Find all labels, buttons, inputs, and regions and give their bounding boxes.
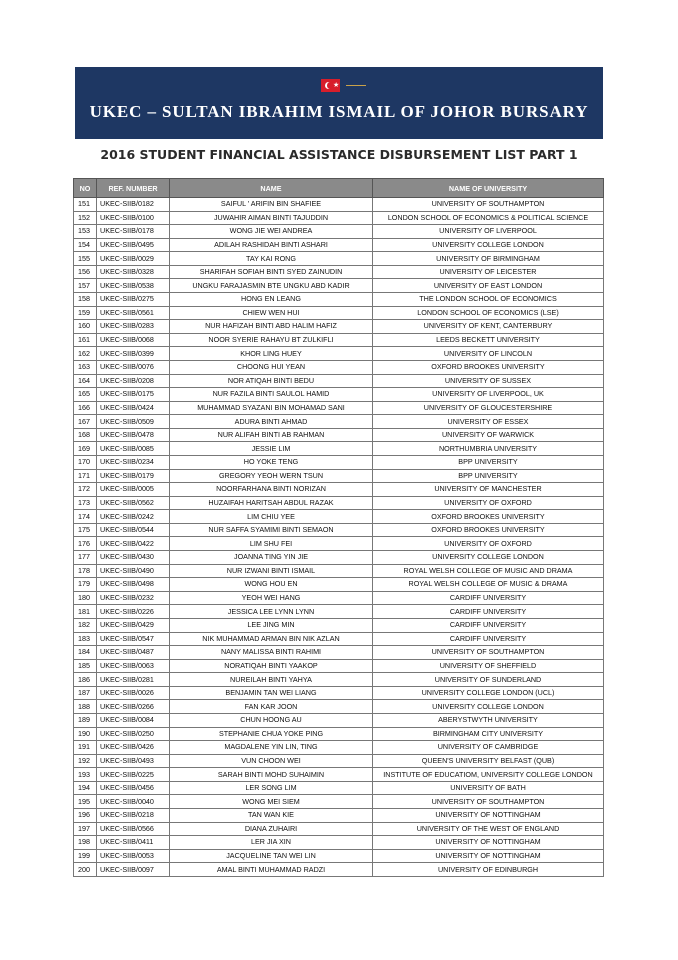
row-number: 172 — [74, 483, 97, 497]
university-name: UNIVERSITY COLLEGE LONDON — [373, 551, 604, 565]
row-number: 187 — [74, 686, 97, 700]
row-number: 200 — [74, 863, 97, 877]
student-name: NUR SAFFA SYAMIMI BINTI SEMAON — [170, 523, 373, 537]
table-row — [74, 781, 604, 795]
student-name: NANY MALISSA BINTI RAHIMI — [170, 646, 373, 660]
ref-number: UKEC-SIIB/0076 — [97, 360, 170, 374]
table-row — [74, 795, 604, 809]
university-name: QUEEN'S UNIVERSITY BELFAST (QUB) — [373, 754, 604, 768]
university-name: ROYAL WELSH COLLEGE OF MUSIC & DRAMA — [373, 578, 604, 592]
ref-number: UKEC-SIIB/0509 — [97, 415, 170, 429]
ref-number: UKEC-SIIB/0085 — [97, 442, 170, 456]
table-row — [74, 252, 604, 266]
university-name: UNIVERSITY COLLEGE LONDON (UCL) — [373, 686, 604, 700]
university-name: UNIVERSITY OF SUNDERLAND — [373, 673, 604, 687]
table-row — [74, 713, 604, 727]
student-name: NUR HAFIZAH BINTI ABD HALIM HAFIZ — [170, 320, 373, 334]
row-number: 193 — [74, 768, 97, 782]
ref-number: UKEC-SIIB/0411 — [97, 836, 170, 850]
column-header-name: NAME — [170, 179, 373, 198]
university-name: UNIVERSITY OF CAMBRIDGE — [373, 741, 604, 755]
ref-number: UKEC-SIIB/0495 — [97, 238, 170, 252]
student-name: WONG HOU EN — [170, 578, 373, 592]
ref-number: UKEC-SIIB/0053 — [97, 849, 170, 863]
ref-number: UKEC-SIIB/0029 — [97, 252, 170, 266]
university-name: UNIVERSITY OF THE WEST OF ENGLAND — [373, 822, 604, 836]
student-name: MUHAMMAD SYAZANI BIN MOHAMAD SANI — [170, 401, 373, 415]
university-name: UNIVERSITY OF ESSEX — [373, 415, 604, 429]
table-row — [74, 849, 604, 863]
ref-number: UKEC-SIIB/0232 — [97, 591, 170, 605]
ref-number: UKEC-SIIB/0562 — [97, 496, 170, 510]
university-name: UNIVERSITY OF WARWICK — [373, 428, 604, 442]
university-name: UNIVERSITY OF LINCOLN — [373, 347, 604, 361]
table-row — [74, 523, 604, 537]
table-row — [74, 700, 604, 714]
row-number: 154 — [74, 238, 97, 252]
row-number: 190 — [74, 727, 97, 741]
row-number: 173 — [74, 496, 97, 510]
ref-number: UKEC-SIIB/0026 — [97, 686, 170, 700]
row-number: 186 — [74, 673, 97, 687]
university-name: CARDIFF UNIVERSITY — [373, 591, 604, 605]
university-name: UNIVERSITY COLLEGE LONDON — [373, 700, 604, 714]
table-row — [74, 455, 604, 469]
student-name: YEOH WEI HANG — [170, 591, 373, 605]
university-name: BPP UNIVERSITY — [373, 469, 604, 483]
student-name: CHOONG HUI YEAN — [170, 360, 373, 374]
table-row — [74, 591, 604, 605]
university-name: CARDIFF UNIVERSITY — [373, 632, 604, 646]
student-name: GREGORY YEOH WERN TSUN — [170, 469, 373, 483]
student-name: JOANNA TING YIN JIE — [170, 551, 373, 565]
student-name: LER SONG LIM — [170, 781, 373, 795]
row-number: 176 — [74, 537, 97, 551]
ref-number: UKEC-SIIB/0275 — [97, 293, 170, 307]
ref-number: UKEC-SIIB/0005 — [97, 483, 170, 497]
row-number: 195 — [74, 795, 97, 809]
table-body — [74, 198, 604, 877]
student-name: TAY KAI RONG — [170, 252, 373, 266]
ref-number: UKEC-SIIB/0487 — [97, 646, 170, 660]
ref-number: UKEC-SIIB/0175 — [97, 388, 170, 402]
university-name: UNIVERSITY OF MANCHESTER — [373, 483, 604, 497]
table-row — [74, 768, 604, 782]
table-row — [74, 686, 604, 700]
student-name: CHIEW WEN HUI — [170, 306, 373, 320]
column-header-no: NO — [74, 179, 97, 198]
ref-number: UKEC-SIIB/0234 — [97, 455, 170, 469]
row-number: 165 — [74, 388, 97, 402]
column-header-university: NAME OF UNIVERSITY — [373, 179, 604, 198]
student-name: HUZAIFAH HARITSAH ABDUL RAZAK — [170, 496, 373, 510]
ref-number: UKEC-SIIB/0424 — [97, 401, 170, 415]
table-row — [74, 238, 604, 252]
row-number: 170 — [74, 455, 97, 469]
table-row — [74, 293, 604, 307]
row-number: 169 — [74, 442, 97, 456]
row-number: 164 — [74, 374, 97, 388]
table-row — [74, 632, 604, 646]
ref-number: UKEC-SIIB/0040 — [97, 795, 170, 809]
university-name: UNIVERSITY OF OXFORD — [373, 537, 604, 551]
student-name: LEE JING MIN — [170, 618, 373, 632]
table-row — [74, 618, 604, 632]
student-name: NOORFARHANA BINTI NORIZAN — [170, 483, 373, 497]
row-number: 152 — [74, 211, 97, 225]
row-number: 188 — [74, 700, 97, 714]
row-number: 189 — [74, 713, 97, 727]
row-number: 174 — [74, 510, 97, 524]
student-name: UNGKU FARAJASMIN BTE UNGKU ABD KADIR — [170, 279, 373, 293]
university-name: UNIVERSITY OF EDINBURGH — [373, 863, 604, 877]
table-row — [74, 741, 604, 755]
table-row — [74, 564, 604, 578]
student-name: LIM CHIU YEE — [170, 510, 373, 524]
table-row — [74, 605, 604, 619]
university-name: THE LONDON SCHOOL OF ECONOMICS — [373, 293, 604, 307]
table-row — [74, 809, 604, 823]
university-name: UNIVERSITY OF SHEFFIELD — [373, 659, 604, 673]
row-number: 163 — [74, 360, 97, 374]
university-name: LONDON SCHOOL OF ECONOMICS (LSE) — [373, 306, 604, 320]
student-name: NUR FAZILA BINTI SAULOL HAMID — [170, 388, 373, 402]
star-icon: ★ — [333, 81, 340, 89]
student-name: SHARIFAH SOFIAH BINTI SYED ZAINUDIN — [170, 265, 373, 279]
university-name: UNIVERSITY OF SOUTHAMPTON — [373, 795, 604, 809]
row-number: 156 — [74, 265, 97, 279]
table-row — [74, 360, 604, 374]
table-row — [74, 265, 604, 279]
university-name: UNIVERSITY OF NOTTINGHAM — [373, 836, 604, 850]
row-number: 161 — [74, 333, 97, 347]
row-number: 199 — [74, 849, 97, 863]
student-name: WONG JIE WEI ANDREA — [170, 225, 373, 239]
ref-number: UKEC-SIIB/0068 — [97, 333, 170, 347]
student-name: JESSIE LIM — [170, 442, 373, 456]
ref-number: UKEC-SIIB/0281 — [97, 673, 170, 687]
ref-number: UKEC-SIIB/0328 — [97, 265, 170, 279]
student-name: WONG MEI SIEM — [170, 795, 373, 809]
student-name: JUWAHIR AIMAN BINTI TAJUDDIN — [170, 211, 373, 225]
row-number: 162 — [74, 347, 97, 361]
student-name: NOR ATIQAH BINTI BEDU — [170, 374, 373, 388]
student-name: SARAH BINTI MOHD SUHAIMIN — [170, 768, 373, 782]
table-row — [74, 333, 604, 347]
table-row — [74, 836, 604, 850]
row-number: 166 — [74, 401, 97, 415]
university-name: UNIVERSITY OF KENT, CANTERBURY — [373, 320, 604, 334]
list-subtitle: 2016 STUDENT FINANCIAL ASSISTANCE DISBURSEMENT LIST PART 1 — [100, 147, 578, 162]
ref-number: UKEC-SIIB/0544 — [97, 523, 170, 537]
student-name: JACQUELINE TAN WEI LIN — [170, 849, 373, 863]
table-row — [74, 320, 604, 334]
row-number: 178 — [74, 564, 97, 578]
table-row — [74, 306, 604, 320]
table-row — [74, 198, 604, 212]
ref-number: UKEC-SIIB/0100 — [97, 211, 170, 225]
student-name: BENJAMIN TAN WEI LIANG — [170, 686, 373, 700]
table-row — [74, 442, 604, 456]
university-name: UNIVERSITY OF NOTTINGHAM — [373, 849, 604, 863]
ref-number: UKEC-SIIB/0561 — [97, 306, 170, 320]
student-name: AMAL BINTI MUHAMMAD RADZI — [170, 863, 373, 877]
table-row — [74, 822, 604, 836]
table-row — [74, 659, 604, 673]
ref-number: UKEC-SIIB/0493 — [97, 754, 170, 768]
table-row — [74, 401, 604, 415]
ref-number: UKEC-SIIB/0225 — [97, 768, 170, 782]
column-header-ref-number: REF. NUMBER — [97, 179, 170, 198]
university-name: CARDIFF UNIVERSITY — [373, 605, 604, 619]
student-name: LER JIA XIN — [170, 836, 373, 850]
ref-number: UKEC-SIIB/0250 — [97, 727, 170, 741]
table-row — [74, 510, 604, 524]
student-name: VUN CHOON WEI — [170, 754, 373, 768]
row-number: 155 — [74, 252, 97, 266]
university-name: UNIVERSITY OF LIVERPOOL — [373, 225, 604, 239]
student-name: NORATIQAH BINTI YAAKOP — [170, 659, 373, 673]
student-name: NUR IZWANI BINTI ISMAIL — [170, 564, 373, 578]
row-number: 168 — [74, 428, 97, 442]
ref-number: UKEC-SIIB/0478 — [97, 428, 170, 442]
ref-number: UKEC-SIIB/0430 — [97, 551, 170, 565]
row-number: 175 — [74, 523, 97, 537]
university-name: OXFORD BROOKES UNIVERSITY — [373, 510, 604, 524]
ref-number: UKEC-SIIB/0547 — [97, 632, 170, 646]
university-name: UNIVERSITY OF BATH — [373, 781, 604, 795]
ref-number: UKEC-SIIB/0490 — [97, 564, 170, 578]
table-row — [74, 388, 604, 402]
table-row — [74, 483, 604, 497]
student-name: NUREILAH BINTI YAHYA — [170, 673, 373, 687]
ref-number: UKEC-SIIB/0422 — [97, 537, 170, 551]
university-name: UNIVERSITY OF OXFORD — [373, 496, 604, 510]
row-number: 196 — [74, 809, 97, 823]
student-name: NOOR SYERIE RAHAYU BT ZULKIFLI — [170, 333, 373, 347]
student-name: DIANA ZUHAIRI — [170, 822, 373, 836]
ref-number: UKEC-SIIB/0226 — [97, 605, 170, 619]
university-name: BIRMINGHAM CITY UNIVERSITY — [373, 727, 604, 741]
ref-number: UKEC-SIIB/0208 — [97, 374, 170, 388]
university-name: INSTITUTE OF EDUCATIOM, UNIVERSITY COLLEGE LONDON — [373, 768, 604, 782]
row-number: 185 — [74, 659, 97, 673]
university-name: ROYAL WELSH COLLEGE OF MUSIC AND DRAMA — [373, 564, 604, 578]
row-number: 159 — [74, 306, 97, 320]
ref-number: UKEC-SIIB/0063 — [97, 659, 170, 673]
row-number: 191 — [74, 741, 97, 755]
student-name: HONG EN LEANG — [170, 293, 373, 307]
row-number: 183 — [74, 632, 97, 646]
student-name: HO YOKE TENG — [170, 455, 373, 469]
ref-number: UKEC-SIIB/0097 — [97, 863, 170, 877]
row-number: 179 — [74, 578, 97, 592]
table-row — [74, 428, 604, 442]
table-row — [74, 347, 604, 361]
row-number: 177 — [74, 551, 97, 565]
ref-number: UKEC-SIIB/0084 — [97, 713, 170, 727]
table-row — [74, 863, 604, 877]
student-name: ADURA BINTI AHMAD — [170, 415, 373, 429]
university-name: OXFORD BROOKES UNIVERSITY — [373, 523, 604, 537]
table-row — [74, 374, 604, 388]
university-name: UNIVERSITY OF SOUTHAMPTON — [373, 198, 604, 212]
student-name: NIK MUHAMMAD ARMAN BIN NIK AZLAN — [170, 632, 373, 646]
ref-number: UKEC-SIIB/0456 — [97, 781, 170, 795]
row-number: 194 — [74, 781, 97, 795]
student-name: FAN KAR JOON — [170, 700, 373, 714]
university-name: UNIVERSITY OF LEICESTER — [373, 265, 604, 279]
row-number: 151 — [74, 198, 97, 212]
table-row — [74, 279, 604, 293]
row-number: 198 — [74, 836, 97, 850]
row-number: 160 — [74, 320, 97, 334]
row-number: 182 — [74, 618, 97, 632]
ref-number: UKEC-SIIB/0178 — [97, 225, 170, 239]
row-number: 158 — [74, 293, 97, 307]
row-number: 184 — [74, 646, 97, 660]
ref-number: UKEC-SIIB/0429 — [97, 618, 170, 632]
student-name: NUR ALIFAH BINTI AB RAHMAN — [170, 428, 373, 442]
ref-number: UKEC-SIIB/0538 — [97, 279, 170, 293]
disbursement-table — [73, 178, 604, 877]
row-number: 192 — [74, 754, 97, 768]
university-name: OXFORD BROOKES UNIVERSITY — [373, 360, 604, 374]
flag-icon — [321, 79, 340, 92]
row-number: 181 — [74, 605, 97, 619]
bursary-title: UKEC – SULTAN IBRAHIM ISMAIL OF JOHOR BURSARY — [89, 102, 589, 121]
banner-divider — [346, 85, 366, 86]
university-name: UNIVERSITY OF SOUTHAMPTON — [373, 646, 604, 660]
university-name: LONDON SCHOOL OF ECONOMICS & POLITICAL SCIENCE — [373, 211, 604, 225]
table-row — [74, 673, 604, 687]
student-name: KHOR LING HUEY — [170, 347, 373, 361]
student-name: CHUN HOONG AU — [170, 713, 373, 727]
table-row — [74, 551, 604, 565]
university-name: BPP UNIVERSITY — [373, 455, 604, 469]
university-name: UNIVERSITY OF EAST LONDON — [373, 279, 604, 293]
ref-number: UKEC-SIIB/0399 — [97, 347, 170, 361]
student-name: STEPHANIE CHUA YOKE PING — [170, 727, 373, 741]
table-row — [74, 225, 604, 239]
ref-number: UKEC-SIIB/0283 — [97, 320, 170, 334]
table-row — [74, 646, 604, 660]
row-number: 171 — [74, 469, 97, 483]
table-row — [74, 578, 604, 592]
row-number: 197 — [74, 822, 97, 836]
university-name: UNIVERSITY OF NOTTINGHAM — [373, 809, 604, 823]
university-name: ABERYSTWYTH UNIVERSITY — [373, 713, 604, 727]
row-number: 167 — [74, 415, 97, 429]
ref-number: UKEC-SIIB/0182 — [97, 198, 170, 212]
ref-number: UKEC-SIIB/0218 — [97, 809, 170, 823]
ref-number: UKEC-SIIB/0266 — [97, 700, 170, 714]
table-row — [74, 469, 604, 483]
student-name: SAIFUL ' ARIFIN BIN SHAFIEE — [170, 198, 373, 212]
university-name: NORTHUMBRIA UNIVERSITY — [373, 442, 604, 456]
university-name: UNIVERSITY OF SUSSEX — [373, 374, 604, 388]
student-name: MAGDALENE YIN LIN, TING — [170, 741, 373, 755]
table-row — [74, 727, 604, 741]
student-name: TAN WAN KIE — [170, 809, 373, 823]
table-row — [74, 415, 604, 429]
table-row — [74, 496, 604, 510]
university-name: UNIVERSITY OF BIRMINGHAM — [373, 252, 604, 266]
ref-number: UKEC-SIIB/0498 — [97, 578, 170, 592]
row-number: 180 — [74, 591, 97, 605]
header-banner — [75, 67, 603, 139]
ref-number: UKEC-SIIB/0179 — [97, 469, 170, 483]
university-name: UNIVERSITY COLLEGE LONDON — [373, 238, 604, 252]
table-row — [74, 754, 604, 768]
table-header-row — [74, 179, 604, 198]
ref-number: UKEC-SIIB/0242 — [97, 510, 170, 524]
university-name: UNIVERSITY OF LIVERPOOL, UK — [373, 388, 604, 402]
table-row — [74, 537, 604, 551]
student-name: JESSICA LEE LYNN LYNN — [170, 605, 373, 619]
row-number: 157 — [74, 279, 97, 293]
row-number: 153 — [74, 225, 97, 239]
university-name: CARDIFF UNIVERSITY — [373, 618, 604, 632]
ref-number: UKEC-SIIB/0566 — [97, 822, 170, 836]
table-row — [74, 211, 604, 225]
student-name: ADILAH RASHIDAH BINTI ASHARI — [170, 238, 373, 252]
ref-number: UKEC-SIIB/0426 — [97, 741, 170, 755]
university-name: UNIVERSITY OF GLOUCESTERSHIRE — [373, 401, 604, 415]
university-name: LEEDS BECKETT UNIVERSITY — [373, 333, 604, 347]
student-name: LIM SHU FEI — [170, 537, 373, 551]
